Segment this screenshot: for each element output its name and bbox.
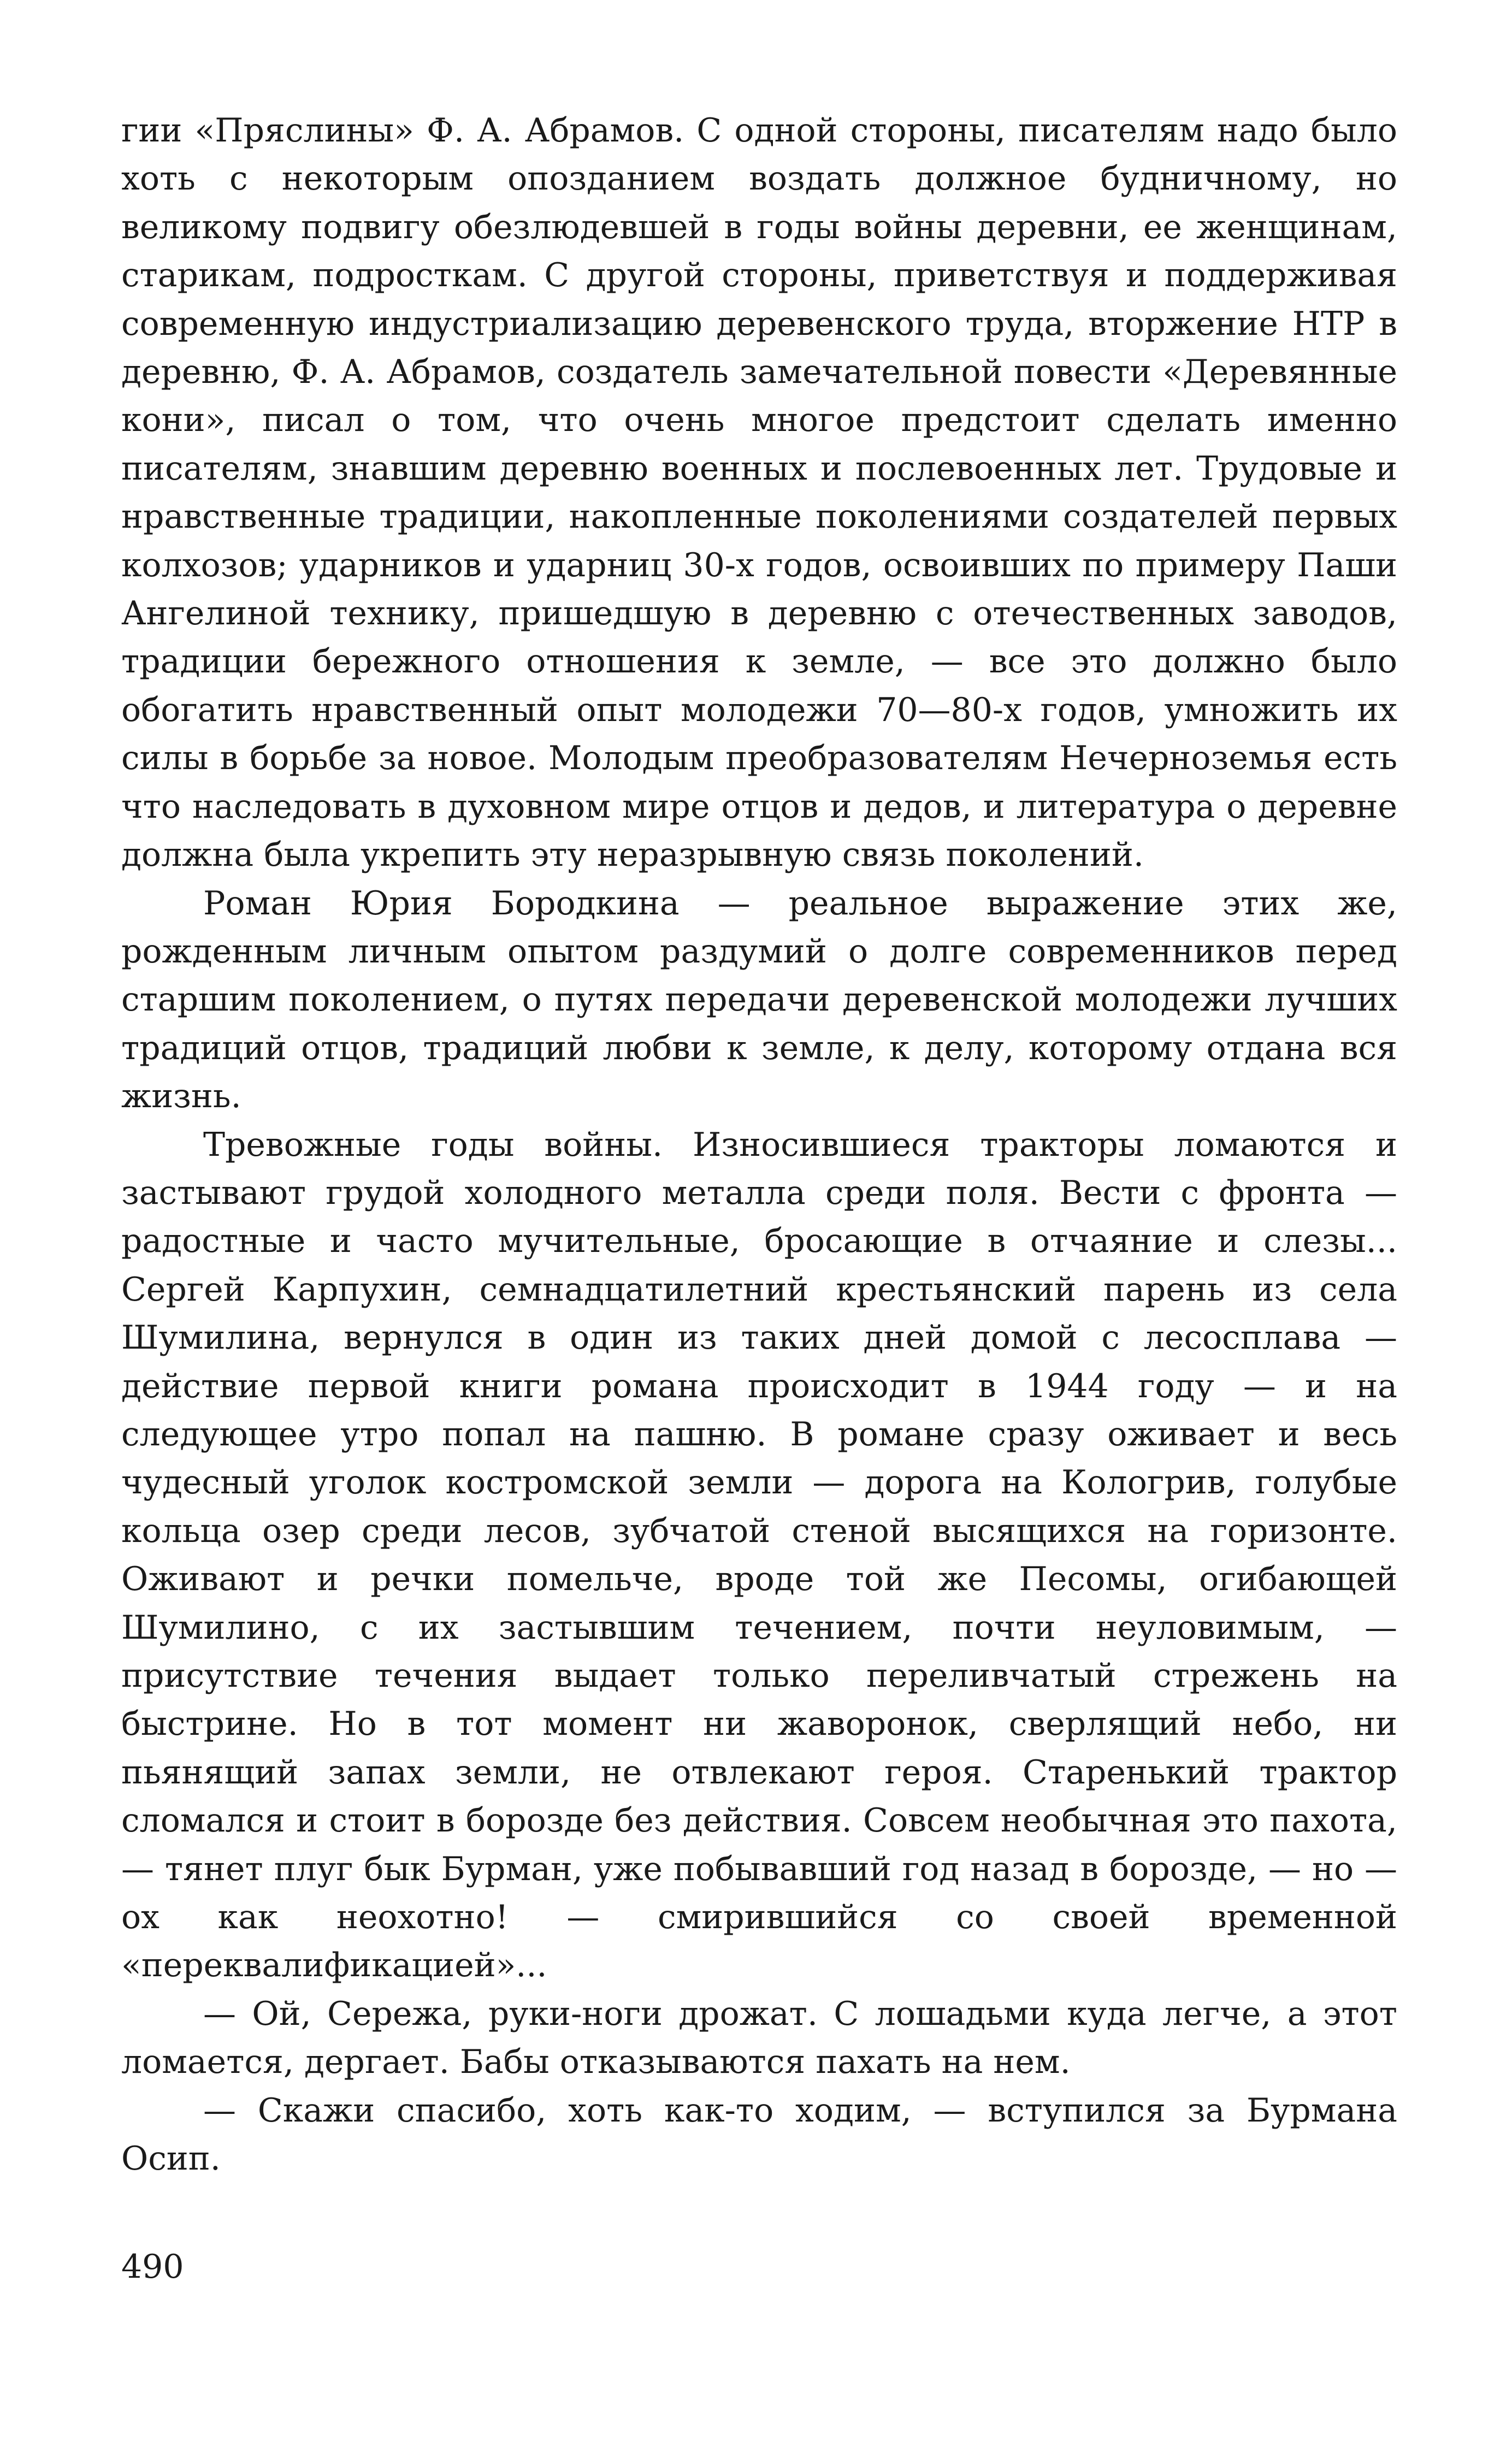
paragraph-borodkin-novel: Роман Юрия Бородкина — реальное выражение этих же, рожденным личным опытом раздумий о долге современников перед старшим поколением, о путях передачи деревенской молодежи лучших традиций отцов, традиций любви к земле, к делу, которому отдана вся жизнь. <box>121 884 1397 1116</box>
page-number: 490 <box>121 2248 184 2286</box>
body-text <box>121 107 1397 2183</box>
paragraph-war-years: Тревожные годы войны. Износившиеся тракторы ломаются и застывают грудой холодного металла среди поля. Вести с фронта — радостные и часто мучительные, бросающие в отчаяние и слезы... Сергей Карпухин, семнадцатилетний крестьянский парень из села Шумилина, вернулся в один из таких дней домой с лесосплава — действие первой книги романа происходит в 1944 году — и на следующее утро попал на пашню. В романе сразу оживает и весь чудесный уголок костромской земли — дорога на Кологрив, голубые кольца озер среди лесов, зубчатой стеной высящихся на горизонте. Оживают и речки помельче, вроде той же Песомы, огибающей Шумилино, с их застывшим течением, почти неуловимым, — присутствие течения выдает только переливчатый стрежень на быстрине. Но в тот момент ни жаворонок, сверлящий небо, ни пьянящий запах земли, не отвлекают героя. Старенький трактор сломался и стоит в борозде без действия. Совсем необычная это пахота, — тянет плуг бык Бурман, уже побывавший год назад в борозде, — но — ох как неохотно! — смирившийся со своей временной «переквалификацией»... <box>121 1125 1397 1985</box>
paragraph-continuation: гии «Пряслины» Ф. А. Абрамов. С одной стороны, писателям надо было хоть с некоторым опозданием воздать должное будничному, но великому подвигу обезлюдевшей в годы войны деревни, ее женщинам, старикам, подросткам. С другой стороны, приветствуя и поддерживая современную индустриализацию деревенского труда, вторжение НТР в деревню, Ф. А. Абрамов, создатель замечательной повести «Деревянные кони», писал о том, что очень многое предстоит сделать именно писателям, знавшим деревню военных и послевоенных лет. Трудовые и нравственные традиции, накопленные поколениями создателей первых колхозов; ударников и ударниц 30-х годов, освоивших по примеру Паши Ангелиной технику, пришедшую в деревню с отечественных заводов, традиции бережного отношения к земле, — все это должно было обогатить нравственный опыт молодежи 70—80-х годов, умножить их силы в борьбе за новое. Молодым преобразователям Нечерноземья есть что наследовать в духовном мире отцов и дедов, и литература о деревне должна была укрепить эту неразрывную связь поколений. <box>121 111 1397 875</box>
dialogue-line-1: — Ой, Сережа, руки-ноги дрожат. С лошадьми куда легче, а этот ломается, дергает. Бабы отказываются пахать на нем. <box>121 1994 1397 2082</box>
dialogue-line-2: — Скажи спасибо, хоть как-то ходим, — вступился за Бурмана Осип. <box>121 2091 1397 2178</box>
